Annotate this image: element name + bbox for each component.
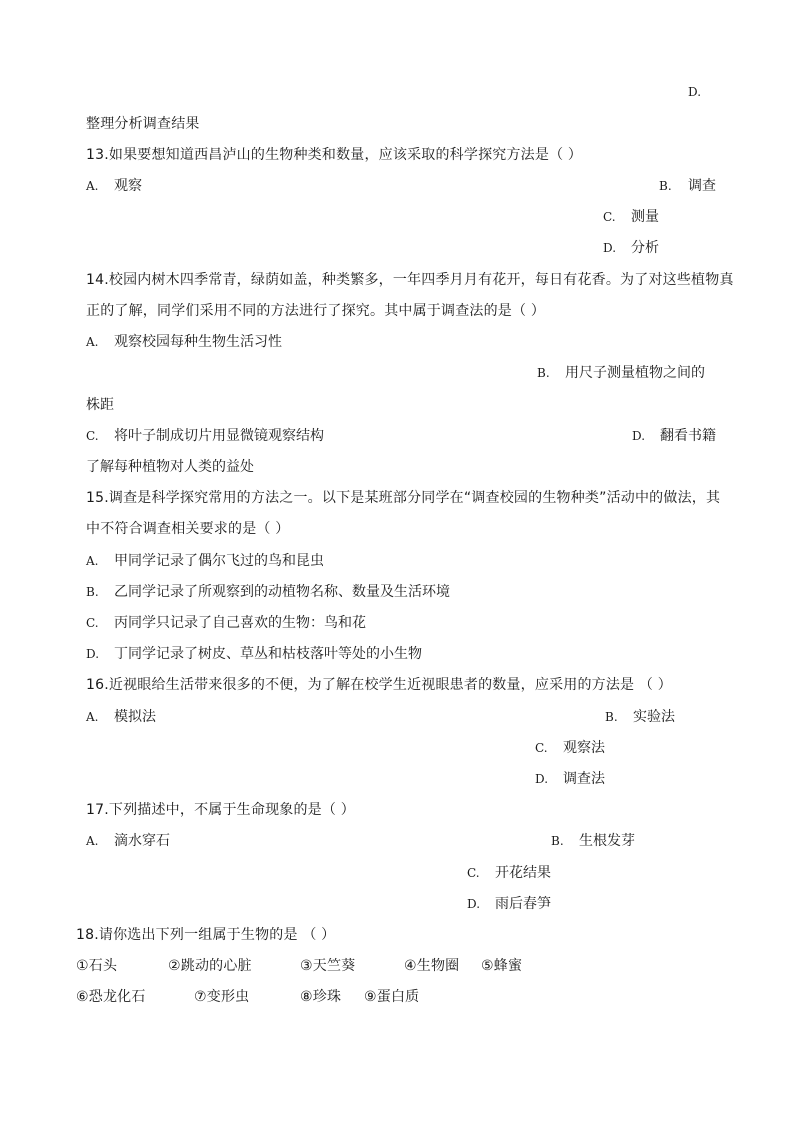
- q18-stem: 18.请你选出下列一组属于生物的是 （ ）: [76, 927, 336, 943]
- option-letter: D.: [86, 647, 100, 661]
- q13-stem: 13.如果要想知道西昌泸山的生物种类和数量，应该采取的科学探究方法是（ ）: [86, 147, 583, 163]
- q16-stem: 16.近视眼给生活带来很多的不便，为了解在校学生近视眼患者的数量，应采用的方法是 （ ）: [86, 677, 672, 693]
- option-text: 乙同学记录了所观察到的动植物名称、数量及生活环境: [114, 584, 450, 600]
- option-letter: C.: [86, 429, 99, 443]
- option-letter: B.: [605, 710, 618, 724]
- option-letter: B.: [86, 585, 99, 599]
- option-letter: A.: [86, 335, 99, 349]
- option-letter: C.: [603, 210, 616, 224]
- q12-option-d-letter: D.: [688, 85, 702, 99]
- option-letter: B.: [659, 179, 672, 193]
- q18-item-1: ①石头: [76, 958, 118, 974]
- option-text: 用尺子测量植物之间的: [565, 365, 705, 381]
- option-text: 实验法: [633, 709, 675, 725]
- q18-item-9: ⑨蛋白质: [364, 989, 420, 1005]
- q18-item-6: ⑥恐龙化石: [76, 989, 146, 1005]
- option-letter: C.: [467, 866, 480, 880]
- q18-item-4: ④生物圈: [404, 958, 460, 974]
- option-letter: D.: [535, 772, 549, 786]
- option-text: 观察法: [563, 740, 605, 756]
- q18-item-7: ⑦变形虫: [194, 989, 250, 1005]
- option-letter: A.: [86, 710, 99, 724]
- option-letter: C.: [86, 616, 99, 630]
- option-letter: B.: [537, 366, 550, 380]
- option-text: 雨后春笋: [495, 896, 551, 912]
- option-text: 调查法: [563, 771, 605, 787]
- q18-item-8: ⑧珍珠: [300, 989, 342, 1005]
- option-letter: A.: [86, 834, 99, 848]
- q17-stem: 17.下列描述中，不属于生命现象的是（ ）: [86, 802, 355, 818]
- option-text: 观察校园每种生物生活习性: [114, 334, 282, 350]
- option-text: 模拟法: [114, 709, 156, 725]
- option-letter: D.: [632, 429, 646, 443]
- option-text: 调查: [688, 178, 716, 194]
- option-text: 将叶子制成切片用显微镜观察结构: [114, 428, 324, 444]
- q18-item-3: ③天竺葵: [300, 958, 356, 974]
- option-letter: C.: [535, 741, 548, 755]
- option-text-continuation: 株距: [86, 397, 114, 413]
- option-text: 滴水穿石: [114, 833, 170, 849]
- q14-stem-line2: 正的了解，同学们采用不同的方法进行了探究。其中属于调查法的是（ ）: [86, 303, 546, 319]
- q15-stem-line2: 中不符合调查相关要求的是（ ）: [86, 521, 290, 537]
- option-text: 翻看书籍: [660, 428, 716, 444]
- q14-stem-line1: 14.校园内树木四季常青，绿荫如盖，种类繁多，一年四季月月有花开，每日有花香。为了对这些植物真: [86, 272, 734, 288]
- option-letter: D.: [603, 241, 617, 255]
- q12-option-d-text: 整理分析调查结果: [86, 116, 200, 132]
- q18-item-5: ⑤蜂蜜: [481, 958, 523, 974]
- option-letter: A.: [86, 179, 99, 193]
- option-text: 测量: [631, 209, 659, 225]
- q18-item-2: ②跳动的心脏: [168, 958, 252, 974]
- option-text: 观察: [114, 178, 142, 194]
- option-text-continuation: 了解每种植物对人类的益处: [86, 459, 254, 475]
- option-letter: D.: [467, 897, 481, 911]
- option-text: 甲同学记录了偶尔飞过的鸟和昆虫: [114, 553, 324, 569]
- option-text: 生根发芽: [579, 833, 635, 849]
- option-letter: B.: [551, 834, 564, 848]
- option-text: 开花结果: [495, 865, 551, 881]
- option-text: 丙同学只记录了自己喜欢的生物：鸟和花: [114, 615, 366, 631]
- q15-stem-line1: 15.调查是科学探究常用的方法之一。以下是某班部分同学在“调查校园的生物种类”活动中的做法，其: [86, 490, 721, 506]
- option-text: 丁同学记录了树皮、草丛和枯枝落叶等处的小生物: [114, 646, 422, 662]
- option-letter: A.: [86, 554, 99, 568]
- option-text: 分析: [631, 240, 659, 256]
